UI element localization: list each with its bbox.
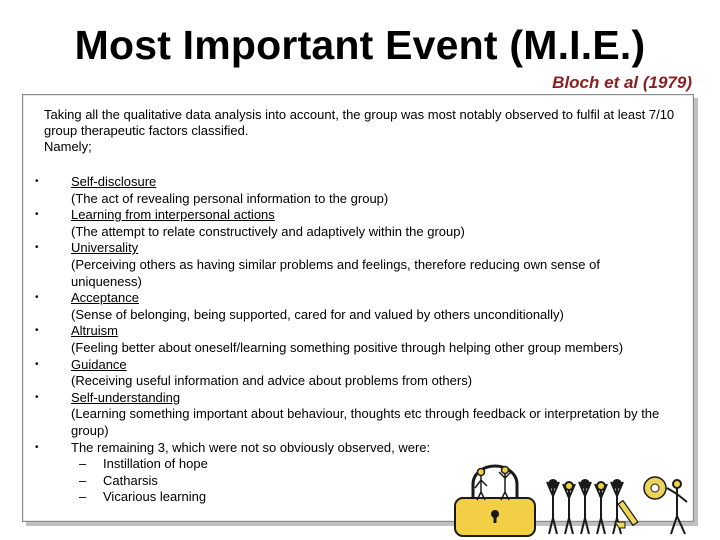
bullet-marker: • [35, 358, 39, 370]
bullet-marker: • [35, 176, 39, 187]
remaining-factor-label: Catharsis [103, 472, 158, 488]
dash-marker: – [79, 456, 87, 472]
remaining-factor-label: Instillation of hope [103, 456, 208, 472]
bullet-marker: • [35, 391, 39, 403]
factor-list [23, 174, 673, 506]
factor-item [23, 323, 673, 356]
bullet-marker: • [35, 242, 39, 254]
slide-title: Most Important Event (M.I.E.) [74, 22, 646, 68]
factor-name: Self-understanding [71, 389, 181, 405]
bullet-marker: • [35, 441, 39, 453]
factor-description: (Feeling better about oneself/learning something positive through helping other group members) [71, 339, 624, 355]
attribution: Bloch et al (1979) [552, 73, 692, 92]
factor-item [23, 390, 673, 440]
factor-name: Acceptance [71, 290, 139, 306]
factor-item [23, 174, 673, 207]
bullet-marker: • [35, 292, 39, 304]
remaining-factor-label: Vicarious learning [103, 489, 207, 505]
factor-description: (Receiving useful information and advice about problems from others) [71, 373, 473, 389]
factor-name: Self-disclosure [71, 174, 157, 189]
factor-item [23, 290, 673, 323]
factor-description: (The act of revealing personal information to the group) [71, 190, 389, 206]
factor-item [23, 207, 673, 240]
people-group [547, 480, 623, 534]
factor-description: (Learning something important about behaviour, thoughts etc through feedback or interpretation by the group) [71, 406, 660, 438]
factor-name: Learning from interpersonal actions [71, 207, 275, 223]
factor-name: Guidance [71, 356, 127, 372]
intro-text [44, 107, 684, 155]
bullet-marker: • [35, 325, 39, 337]
keyhole-slot [494, 514, 497, 523]
figure-group [475, 467, 511, 501]
bullet-marker: • [35, 209, 39, 221]
key-carrier-figure [667, 480, 687, 534]
factor-name: Altruism [71, 323, 118, 339]
remaining-factors-text: The remaining 3, which were not so obviously observed, were: [71, 439, 431, 455]
padlock-key-group-clipart [445, 462, 700, 537]
content-box [22, 94, 694, 522]
dash-marker: – [79, 489, 87, 505]
factor-name: Universality [71, 240, 139, 256]
factor-item [23, 357, 673, 390]
intro-namely: Namely; [44, 139, 92, 154]
factor-description: (Sense of belonging, being supported, cared for and valued by others unconditionally) [71, 306, 564, 322]
factor-description: (Perceiving others as having similar problems and feelings, therefore reducing own sense of uniqueness) [71, 256, 600, 289]
dash-marker: – [79, 472, 87, 488]
factor-item [23, 240, 673, 290]
intro-paragraph: Taking all the qualitative data analysis into account, the group was most notably observed to fulfil at least 7/10 group therapeutic factors classified. [44, 107, 675, 138]
factor-description: (The attempt to relate constructively and adaptively within the group) [71, 223, 465, 239]
